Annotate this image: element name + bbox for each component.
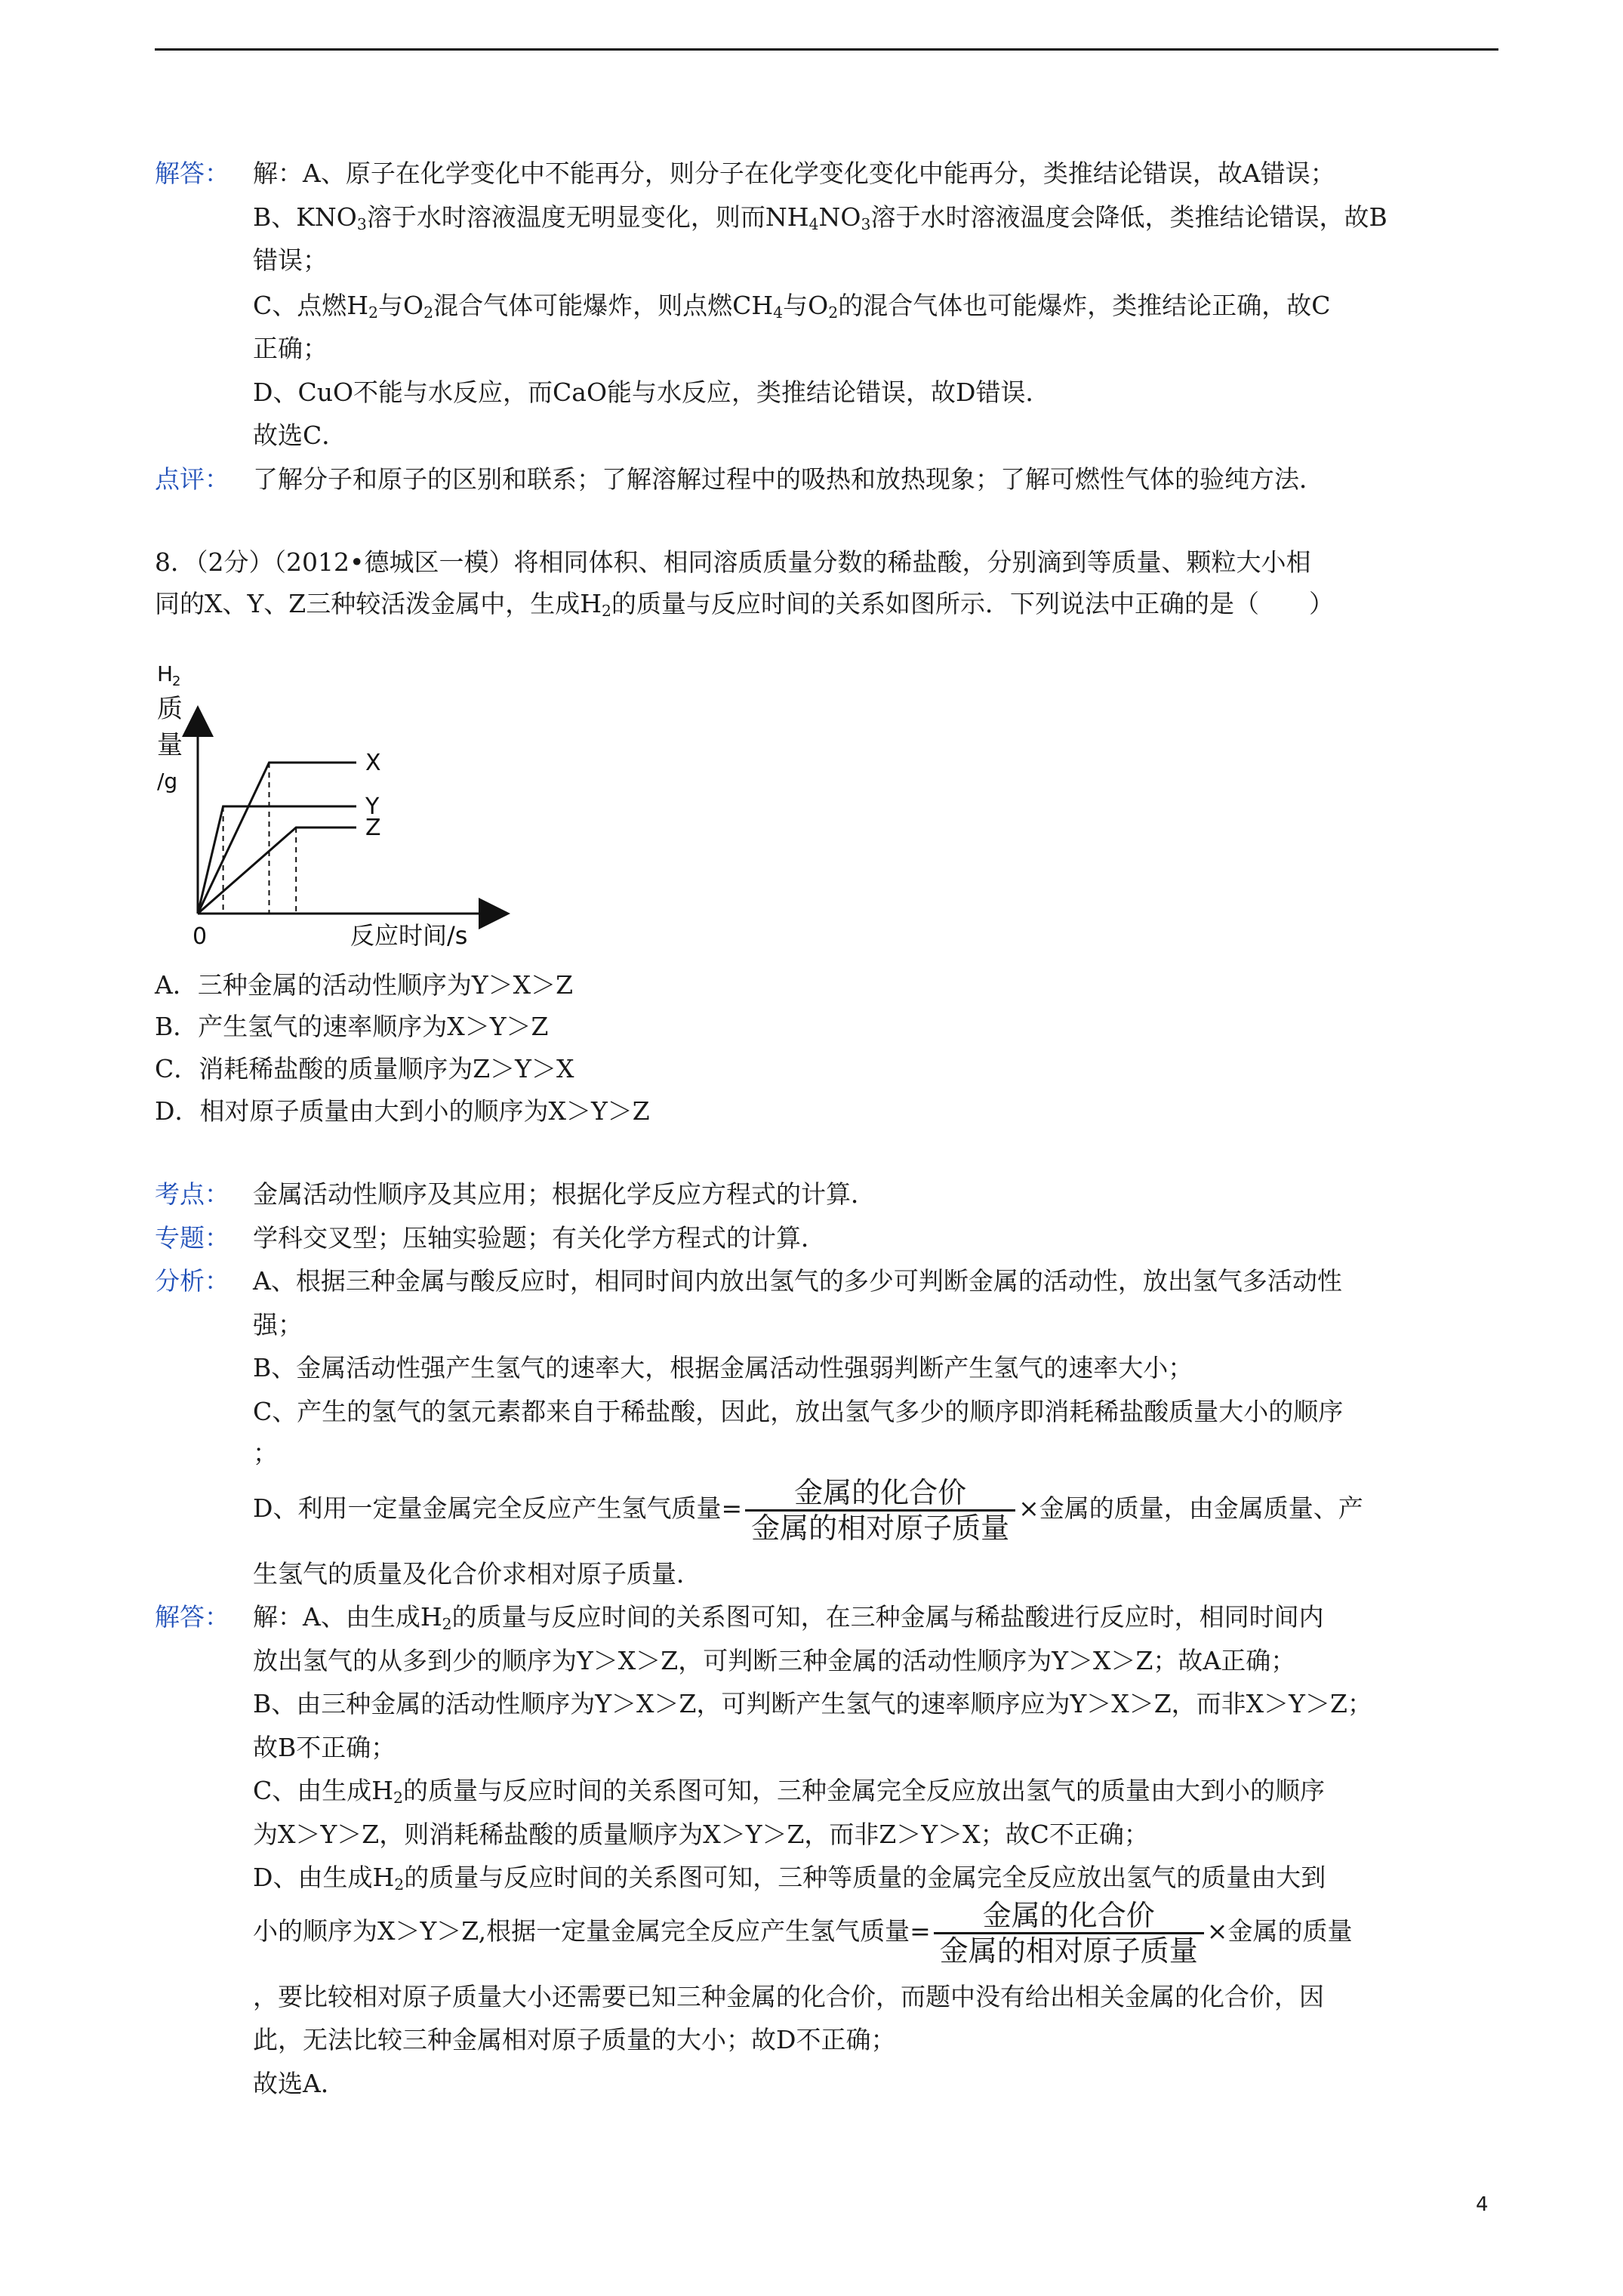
- option-c: C．消耗稀盐酸的质量顺序为Z＞Y＞X: [155, 1054, 574, 1083]
- fraction-formula: $\frac{\text{金属的化合价}}{\text{金属的相对原子质量}}$: [745, 1476, 1015, 1545]
- option-b: B．产生氢气的速率顺序为X＞Y＞Z: [155, 1012, 549, 1041]
- answer-line-6: 为X＞Y＞Z，则消耗稀盐酸的质量顺序为X＞Y＞Z，而非Z＞Y＞X；故C不正确；: [253, 1820, 1149, 1849]
- option-a: A．三种金属的活动性顺序为Y＞X＞Z: [155, 970, 574, 1000]
- header-rule: [155, 48, 1498, 51]
- fenxi-line-2: 强；: [253, 1310, 303, 1339]
- prev-comment: 点评： 了解分子和原子的区别和联系；了解溶解过程中的吸热和放热现象；了解可燃性气体的验纯方法．: [155, 464, 1324, 494]
- series-line-z: [198, 827, 356, 914]
- answer-line-10: 此，无法比较三种金属相对原子质量的大小；故D不正确；: [253, 2025, 896, 2054]
- question-line-1: 8．（2分）（2012•德城区一模）将相同体积、相同溶质质量分数的稀盐酸，分别滴到等质量、颗粒大小相: [155, 547, 1311, 577]
- answer-line-2: 放出氢气的从多到少的顺序为Y＞X＞Z，可判断三种金属的活动性顺序为Y＞X＞Z；故A正确；: [253, 1646, 1296, 1675]
- origin-label: 0: [192, 923, 208, 950]
- prev-answer-line-6: D、CuO不能与水反应，而CaO能与水反应，类推结论错误，故D错误．: [253, 378, 1051, 407]
- series-line-x: [198, 763, 356, 914]
- answer-line-7: D、由生成$H_2$的质量与反应时间的关系图可知，三种等质量的金属完全反应放出氢气的质量由大到: [253, 1863, 1326, 1894]
- series-label-z: Z: [365, 815, 381, 841]
- y-axis-label-liang: 量: [157, 730, 183, 760]
- prev-answer-line-3: 错误；: [253, 245, 328, 275]
- y-axis-label-zhi: 质: [157, 694, 183, 724]
- y-axis-label-sub: 2: [172, 673, 181, 689]
- kaodian: 考点： 金属活动性顺序及其应用；根据化学反应方程式的计算．: [155, 1179, 876, 1209]
- h2-mass-time-chart: [151, 649, 513, 951]
- fenxi-line-7: 生氢气的质量及化合价求相对原子质量．: [253, 1559, 701, 1589]
- series-label-x: X: [365, 750, 381, 776]
- answer-label: 解答：: [155, 159, 229, 188]
- prev-answer-line-5: 正确；: [253, 334, 328, 363]
- fraction-formula-2: $\frac{\text{金属的化合价}}{\text{金属的相对原子质量}}$: [934, 1899, 1204, 1968]
- question-line-2: 同的X、Y、Z三种较活泼金属中，生成$H_2$的质量与反应时间的关系如图所示．下列说法中正确的是（ ）: [155, 589, 1335, 621]
- page-number: 4: [1476, 2193, 1489, 2216]
- answer-line-1: 解答： 解：A、由生成$H_2$的质量与反应时间的关系图可知，在三种金属与稀盐酸进行反应时，相同时间内: [155, 1602, 1324, 1634]
- answer-line-11: 故选A．: [253, 2069, 346, 2098]
- y-axis-label-unit: /g: [157, 769, 178, 794]
- x-axis-label: 反应时间/s: [350, 921, 468, 950]
- prev-answer-line-7: 故选C．: [253, 421, 347, 450]
- answer-line-8: 小的顺序为X＞Y＞Z,根据一定量金属完全反应产生氢气质量= $\frac{\text{金属的化合价}}{\text{金属的相对原子质量}}$ ×金属的质量: [253, 1898, 1353, 1968]
- answer-line-4: 故B不正确；: [253, 1733, 396, 1762]
- fenxi-line-4: C、产生的氢气的氢元素都来自于稀盐酸，因此，放出氢气多少的顺序即消耗稀盐酸质量大小的顺序: [253, 1397, 1344, 1426]
- y-axis-label-h: H: [157, 661, 174, 686]
- fenxi-line-1: 分析： A、根据三种金属与酸反应时，相同时间内放出氢气的多少可判断金属的活动性，放出氢气多活动性: [155, 1266, 1342, 1296]
- prev-answer-line-2: B、$KNO_3$溶于水时溶液温度无明显变化，则而$NH_4NO_3$溶于水时溶液温度会降低，类推结论错误，故B: [253, 202, 1387, 234]
- zhuanti: 专题： 学科交叉型；压轴实验题；有关化学方程式的计算．: [155, 1223, 826, 1253]
- option-d: D．相对原子质量由大到小的顺序为X＞Y＞Z: [155, 1096, 650, 1126]
- series-line-y: [198, 806, 356, 914]
- answer-line-9: ，要比较相对原子质量大小还需要已知三种金属的化合价，而题中没有给出相关金属的化合价，因: [253, 1982, 1324, 2011]
- fenxi-line-6: D、利用一定量金属完全反应产生氢气质量= $\frac{\text{金属的化合价}}{\text{金属的相对原子质量}}$ ×金属的质量，由金属质量、产: [253, 1475, 1363, 1545]
- answer-line-3: B、由三种金属的活动性顺序为Y＞X＞Z，可判断产生氢气的速率顺序应为Y＞X＞Z，而非X＞Y＞Z；: [253, 1689, 1372, 1718]
- answer-line-5: C、由生成$H_2$的质量与反应时间的关系图可知，三种金属完全反应放出氢气的质量由大到小的顺序: [253, 1776, 1326, 1808]
- fenxi-line-3: B、金属活动性强产生氢气的速率大，根据金属活动性强弱判断产生氢气的速率大小；: [253, 1353, 1193, 1382]
- prev-answer-line-1: 解答： 解：A、原子在化学变化中不能再分，则分子在化学变化变化中能再分，类推结论错误，故A错误；: [155, 159, 1335, 188]
- fenxi-line-5: ；: [253, 1438, 278, 1468]
- prev-answer-line-4: C、点燃$H_2$与$O_2$混合气体可能爆炸，则点燃$CH_4$与$O_2$的混合气体也可能爆炸，类推结论正确，故C: [253, 291, 1331, 322]
- series-label-y: Y: [365, 794, 380, 820]
